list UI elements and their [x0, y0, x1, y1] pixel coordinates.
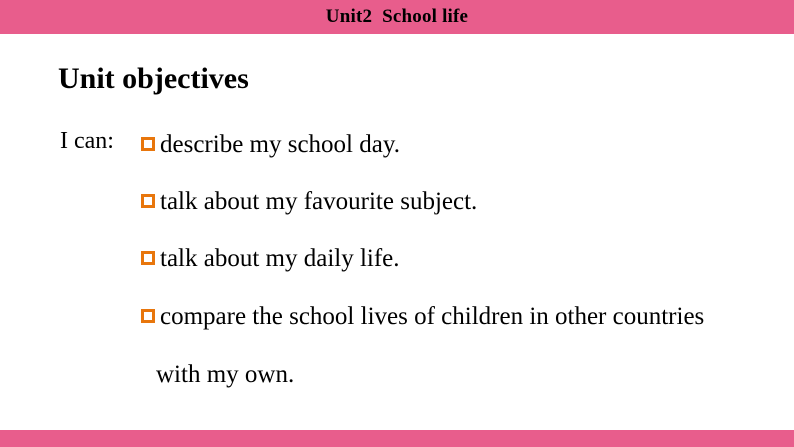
page-heading: Unit objectives — [58, 62, 249, 95]
unit-title: Unit2 School life — [325, 6, 469, 27]
header-bar — [0, 0, 794, 34]
footer-bar — [0, 430, 794, 447]
objective-item: talk about my daily life. — [160, 245, 400, 272]
objectives-prefix: I can: — [60, 128, 114, 154]
objective-item-continuation: with my own. — [156, 361, 295, 388]
square-checkbox-icon — [141, 251, 155, 265]
objective-item: talk about my favourite subject. — [160, 188, 478, 215]
square-checkbox-icon — [141, 137, 155, 151]
square-checkbox-icon — [141, 309, 155, 323]
objective-item: describe my school day. — [160, 131, 400, 158]
square-checkbox-icon — [141, 194, 155, 208]
objective-item: compare the school lives of children in other countries — [160, 303, 705, 330]
